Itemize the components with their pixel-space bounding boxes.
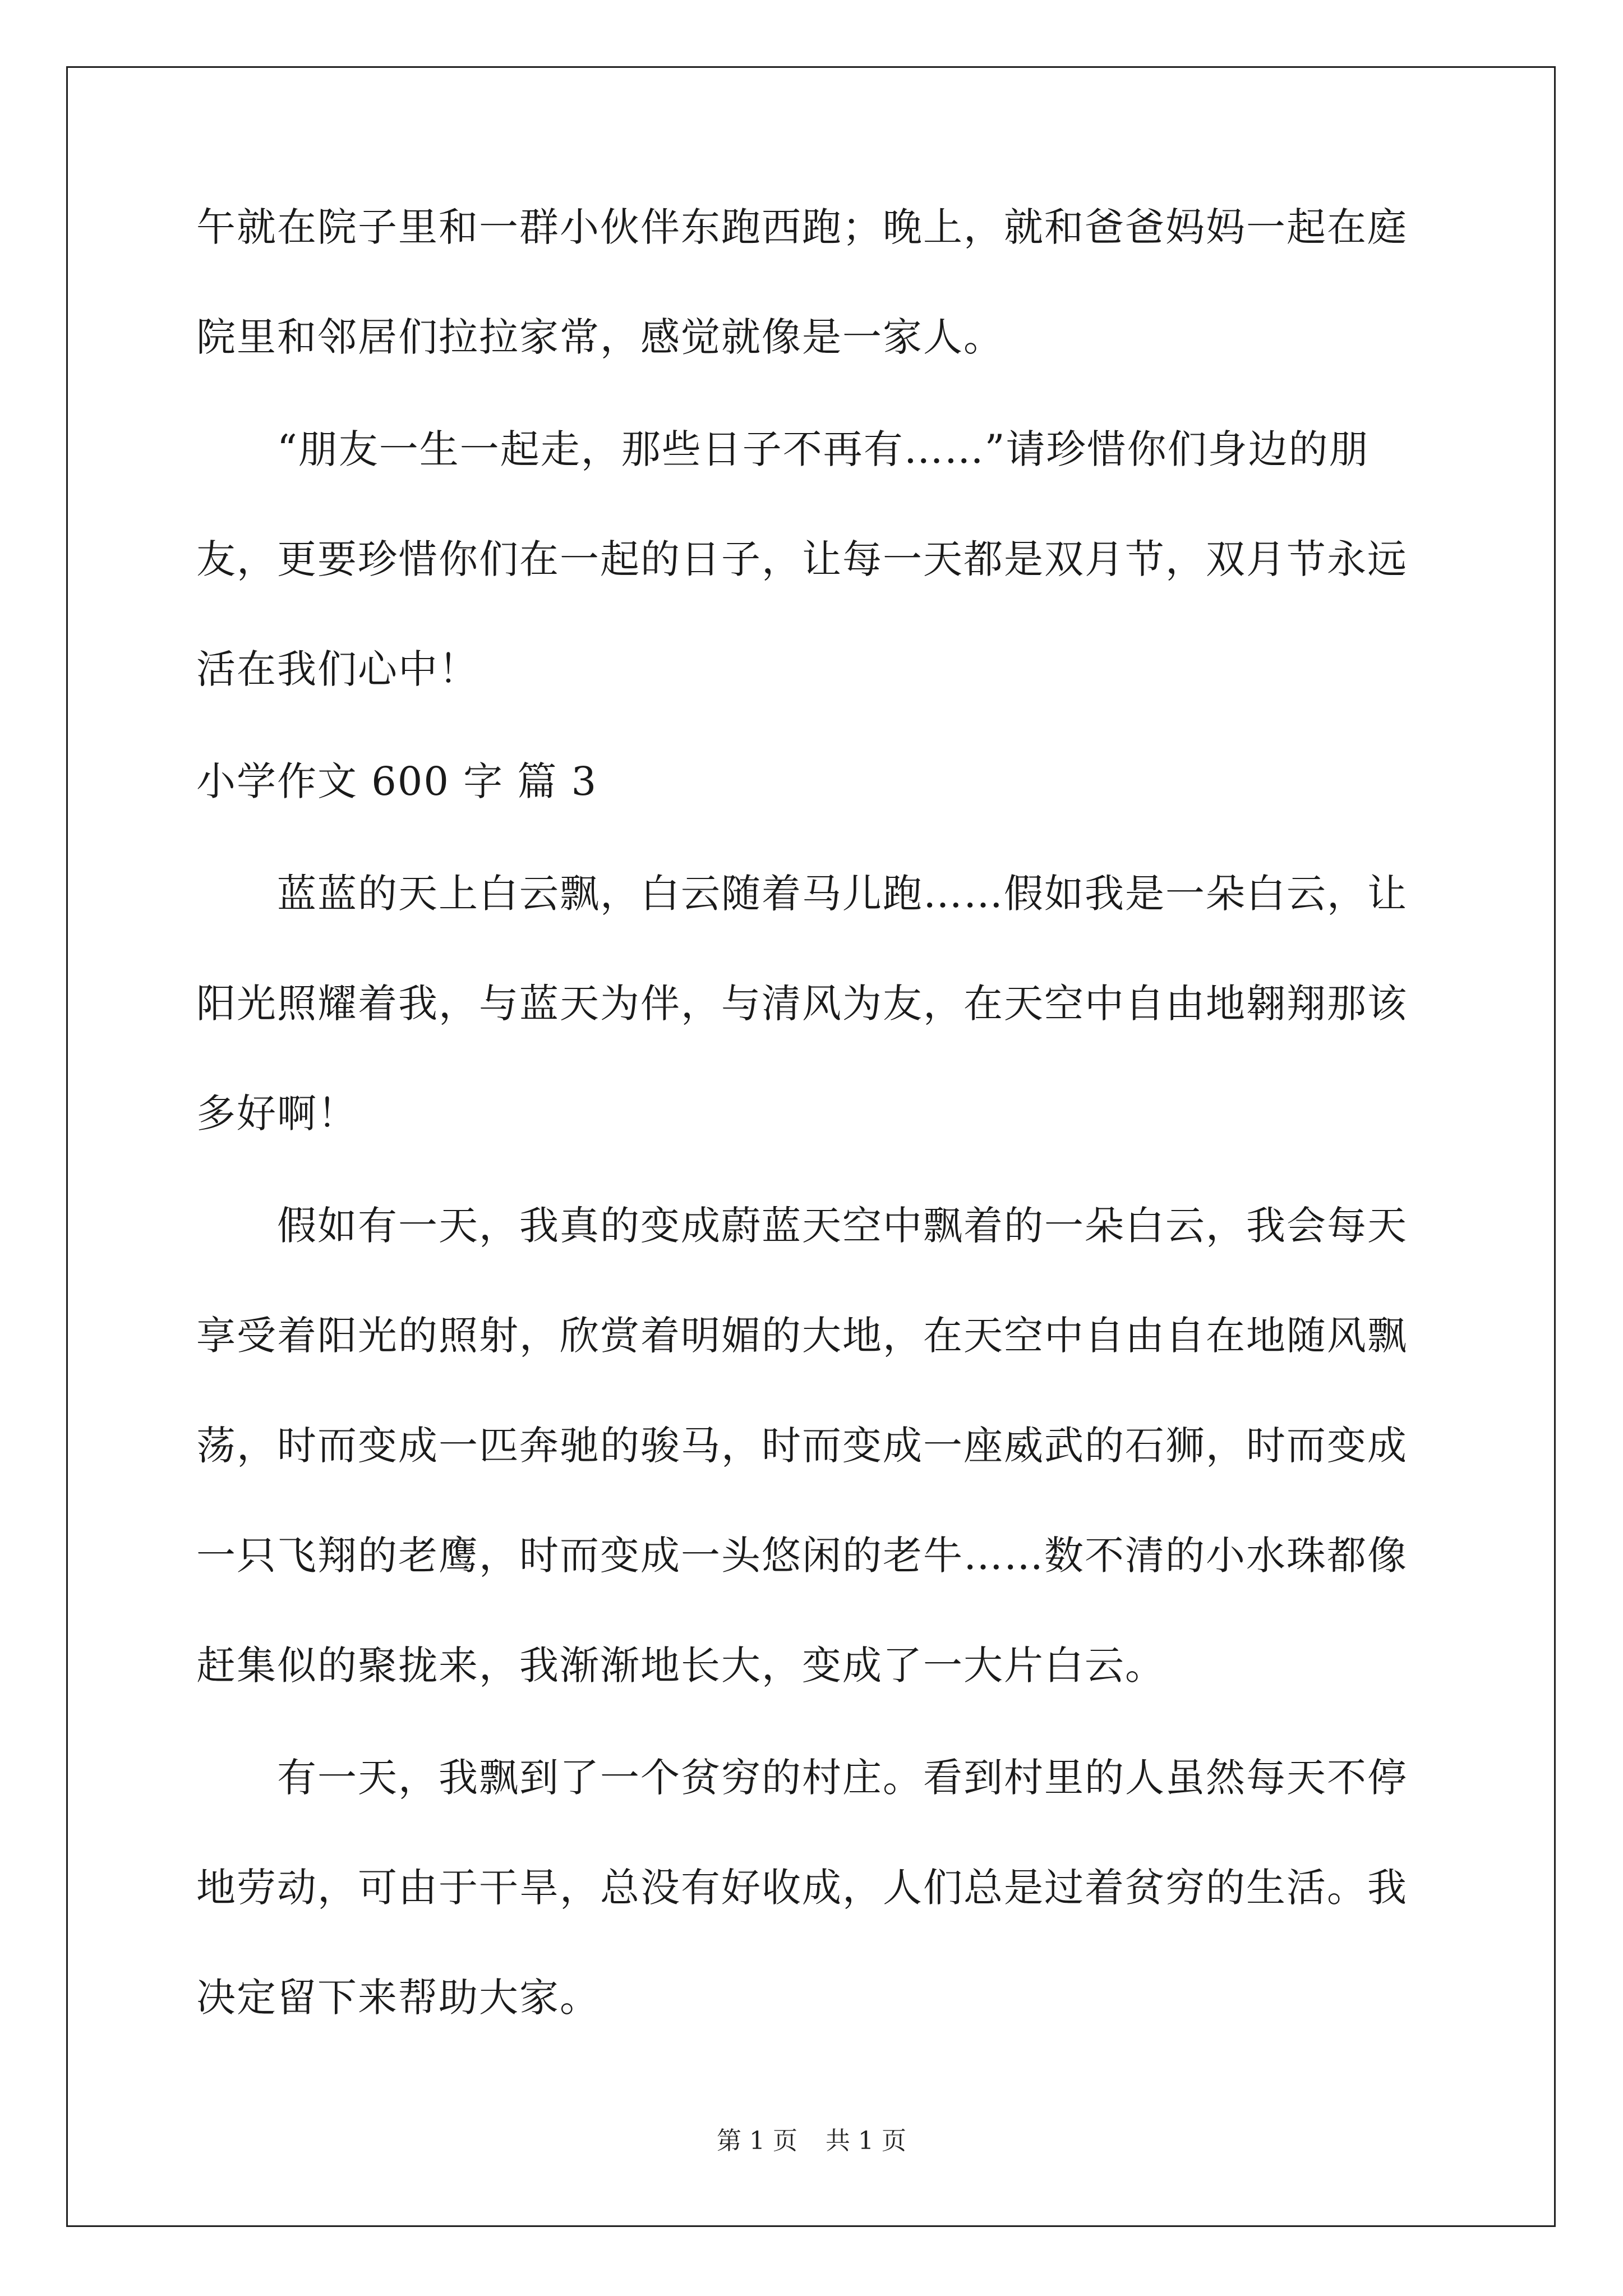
text-line: 午就在院子里和一群小伙伴东跑西跑；晚上，就和爸爸妈妈一起在庭 [196,204,1408,250]
text-line: 荡，时而变成一匹奔驰的骏马，时而变成一座威武的石狮，时而变成 [196,1423,1408,1469]
page-number: 第 1 页 [717,2127,797,2155]
section-heading: 小学作文 600 字 篇 3 [196,758,598,804]
text-line: 决定留下来帮助大家。 [196,1975,600,2021]
text-line: 享受着阳光的照射，欣赏着明媚的大地，在天空中自由自在地随风飘 [196,1313,1408,1359]
text-line: 赶集似的聚拢来，我渐渐地长大，变成了一大片白云。 [196,1642,1165,1688]
text-line: 院里和邻居们拉拉家常，感觉就像是一家人。 [196,314,1004,360]
text-line: 活在我们心中！ [196,646,479,692]
text-line: 一只飞翔的老鹰，时而变成一头悠闲的老牛……数不清的小水珠都像 [196,1533,1408,1579]
page-total: 共 1 页 [826,2127,906,2155]
text-line: 有一天，我飘到了一个贫穷的村庄。看到村里的人虽然每天不停 [196,1755,1408,1801]
text-line: 地劳动，可由于干旱，总没有好收成，人们总是过着贫穷的生活。我 [196,1865,1408,1911]
page-footer [0,2129,1623,2154]
text-line: “朋友一生一起走，那些日子不再有……”请珍惜你们身边的朋 [196,426,1370,472]
document-body [196,204,1430,2021]
text-line: 蓝蓝的天上白云飘，白云随着马儿跑……假如我是一朵白云，让 [196,871,1408,917]
text-line: 阳光照耀着我，与蓝天为伴，与清风为友，在天空中自由地翱翔那该 [196,981,1408,1027]
text-line: 友，更要珍惜你们在一起的日子，让每一天都是双月节，双月节永远 [196,536,1408,582]
text-line: 多好啊！ [196,1091,358,1137]
text-line: 假如有一天，我真的变成蔚蓝天空中飘着的一朵白云，我会每天 [196,1203,1408,1249]
